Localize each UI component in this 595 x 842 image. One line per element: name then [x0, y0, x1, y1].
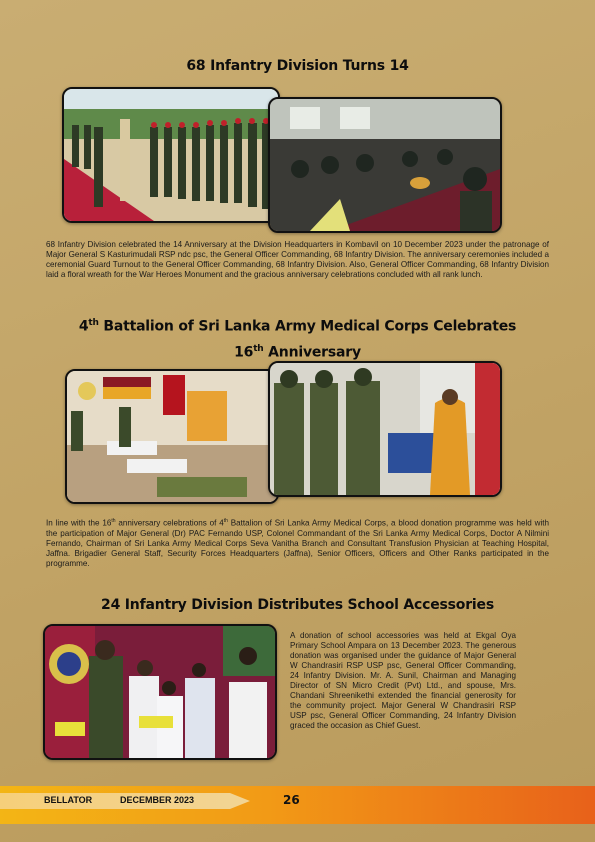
anniversary-lunch-photo	[268, 97, 502, 233]
school-accessories-photo	[43, 624, 277, 760]
footer-magazine-name: BELLATOR	[44, 795, 93, 805]
article2-title-line2-sup: th	[253, 343, 264, 354]
article2-title	[0, 312, 595, 363]
article2-body-part3: Battalion of Sri Lanka Army Medical Corps, a blood donation programme was held with the participation of Major General (Dr) PAC Fernando USP, Colonel Commandant of the Sri Lanka Army Medical Corps, Doctor A Nilmini Fernando, Chairman of Sri Lanka Army Medical Corps Seva Vanitha Branch and Consultant Transfusion Physician at Teaching Hospital, Jaffna. Brigadier General Staff, Security Forces Headquarters (Jaffna), Senior Officers, Officers and Other Ranks participated in the programme.	[46, 518, 549, 568]
article2-body-part2: anniversary celebrations of 4	[115, 518, 224, 528]
page-number: 26	[283, 793, 300, 807]
article2-title-line2-number: 16	[234, 344, 254, 361]
article1-title: 68 Infantry Division Turns 14	[186, 58, 409, 74]
article2-title-line2: Anniversary	[263, 344, 361, 361]
article2-body-sup2: th	[223, 518, 228, 524]
guard-turnout-photo	[62, 87, 280, 223]
footer-issue-date: DECEMBER 2023	[120, 795, 195, 805]
article2-body-part1: In line with the 16	[46, 518, 112, 528]
article3-body: A donation of school accessories was held at Ekgal Oya Primary School Ampara on 13 December 2023. The generous donation was organised under the guidance of Major General W Chandrasiri RSP USP psc, General Officer Commanding, 24 Infantry Division. Mr. A. Sunil, Chairman and Managing Director of SN Micro Credit (Pvt) Ltd., and spouse, Mrs. Chandani Shreenikethi extended the financial generosity for the community project. Major General W Chandrasiri RSP USP psc, General Officer Commanding, 24 Infantry Division graced the occasion as Chief Guest.	[290, 631, 516, 730]
article2-body-sup1: th	[111, 518, 116, 524]
article2-title-sup: th	[88, 318, 99, 328]
medical-corps-officers-photo	[268, 361, 502, 497]
article3-title: 24 Infantry Division Distributes School Accessories	[101, 597, 494, 613]
article2-body	[46, 516, 549, 569]
blood-donation-photo	[65, 369, 279, 504]
article2-title-line1: Battalion of Sri Lanka Army Medical Corps Celebrates	[98, 318, 517, 335]
article2-title-number: 4	[78, 318, 89, 335]
article1-body: 68 Infantry Division celebrated the 14 Anniversary at the Division Headquarters in Kombavil on 10 December 2023 under the patronage of Major General S Kasturimudali RSP ndc psc, the General Officer Commanding, 68 Infantry Division. The anniversary ceremonies included a ceremonial Guard Turnout to the General Officer Commanding, 68 Infantry Division. Also, General Officer Commanding, 68 Infantry Division laid a floral wreath for the War Heroes Monument and the gracious anniversary celebrations concluded with all rank lunch.	[46, 240, 549, 279]
